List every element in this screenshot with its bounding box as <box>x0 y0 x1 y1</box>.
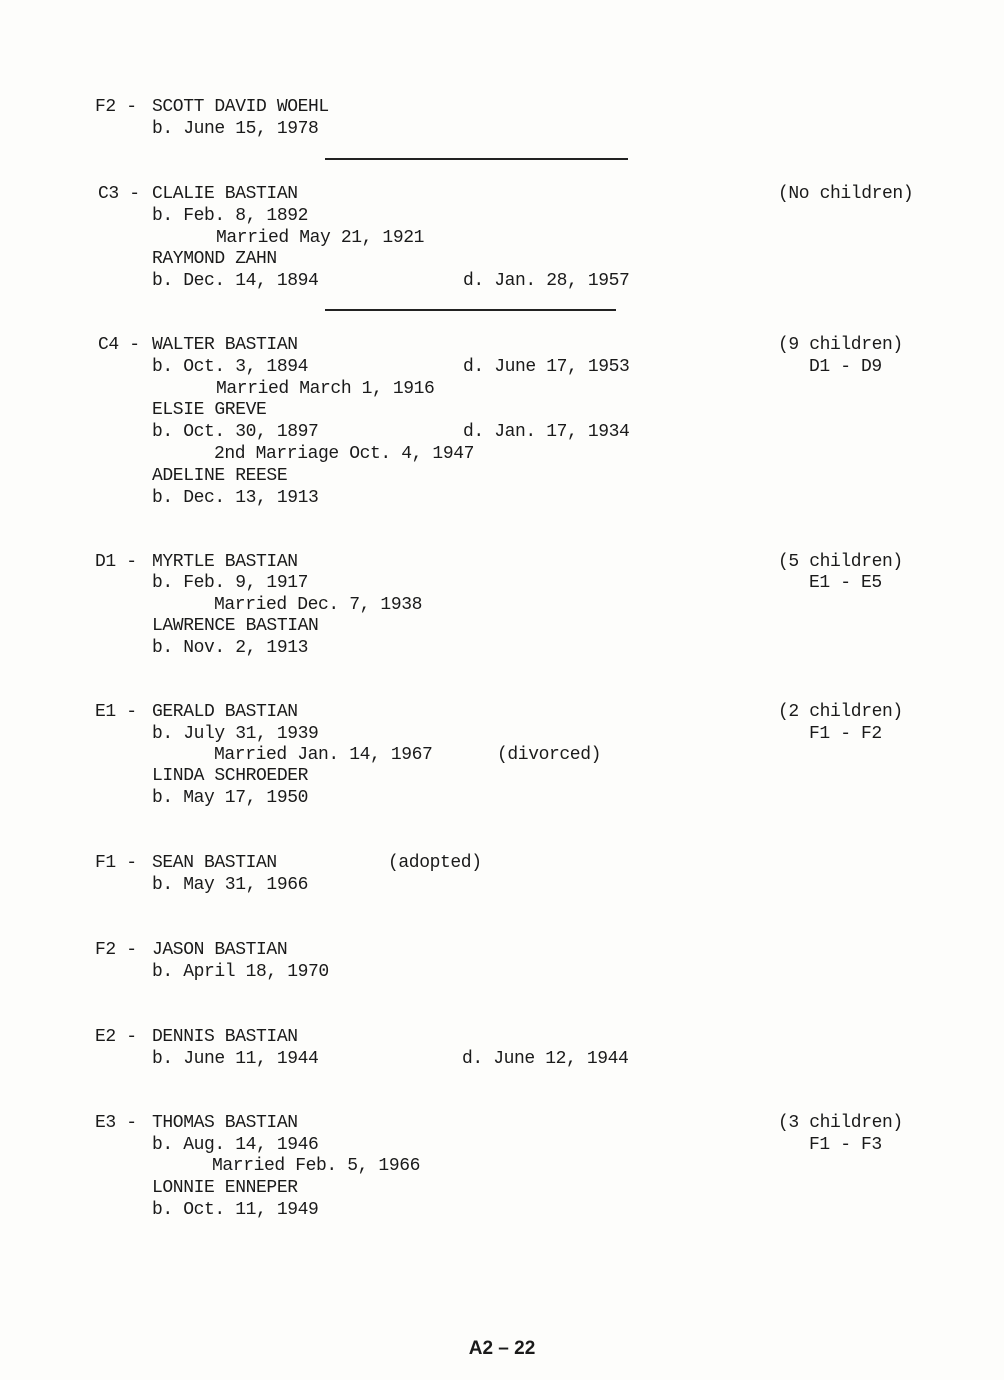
second-spouse-birth: b. Dec. 13, 1913 <box>152 488 319 508</box>
spouse-birth: b. Dec. 14, 1894 <box>152 271 319 291</box>
entry-birth: b. June 15, 1978 <box>152 119 319 139</box>
entry-birth: b. Oct. 3, 1894 <box>152 357 309 377</box>
entry-death: d. June 17, 1953 <box>463 357 630 377</box>
marriage-date: Married Dec. 7, 1938 <box>214 595 423 615</box>
children-count: (2 children) <box>778 702 903 722</box>
entry-name: DENNIS BASTIAN <box>152 1027 298 1047</box>
spouse-name: ELSIE GREVE <box>152 400 267 420</box>
marital-note: (divorced) <box>497 745 602 765</box>
entry-name: SEAN BASTIAN <box>152 853 277 873</box>
children-count: (3 children) <box>778 1113 903 1133</box>
section-divider <box>325 309 616 311</box>
entry-birth: b. June 11, 1944 <box>152 1049 319 1069</box>
section-divider <box>325 158 628 160</box>
spouse-birth: b. Nov. 2, 1913 <box>152 638 309 658</box>
entry-name: MYRTLE BASTIAN <box>152 552 298 572</box>
entry-name: WALTER BASTIAN <box>152 335 298 355</box>
entry-name: THOMAS BASTIAN <box>152 1113 298 1133</box>
spouse-death: d. Jan. 17, 1934 <box>463 422 630 442</box>
entry-birth: b. Feb. 8, 1892 <box>152 206 309 226</box>
marriage-date: Married Jan. 14, 1967 <box>214 745 433 765</box>
children-range: E1 - E5 <box>809 573 882 593</box>
entry-birth: b. July 31, 1939 <box>152 724 319 744</box>
children-count: (5 children) <box>778 552 903 572</box>
entry-birth: b. Feb. 9, 1917 <box>152 573 309 593</box>
entry-death: d. June 12, 1944 <box>462 1049 629 1069</box>
marriage-date: Married May 21, 1921 <box>216 228 425 248</box>
children-range: F1 - F3 <box>809 1135 882 1155</box>
spouse-name: LAWRENCE BASTIAN <box>152 616 319 636</box>
entry-code: E2 - <box>95 1027 137 1047</box>
entry-code: E3 - <box>95 1113 137 1133</box>
entry-name: CLALIE BASTIAN <box>152 184 298 204</box>
spouse-birth: b. Oct. 11, 1949 <box>152 1200 319 1220</box>
entry-code: F2 - <box>95 97 137 117</box>
entry-code: C3 - <box>98 184 140 204</box>
second-marriage-date: 2nd Marriage Oct. 4, 1947 <box>214 444 475 464</box>
entry-name: JASON BASTIAN <box>152 940 288 960</box>
page-number: A2 – 22 <box>468 1338 536 1359</box>
spouse-birth: b. May 17, 1950 <box>152 788 309 808</box>
entry-name: SCOTT DAVID WOEHL <box>152 97 329 117</box>
entry-birth: b. Aug. 14, 1946 <box>152 1135 319 1155</box>
spouse-name: LINDA SCHROEDER <box>152 766 309 786</box>
entry-code: E1 - <box>95 702 137 722</box>
entry-name: GERALD BASTIAN <box>152 702 298 722</box>
entry-code: C4 - <box>98 335 140 355</box>
spouse-birth: b. Oct. 30, 1897 <box>152 422 319 442</box>
spouse-name: RAYMOND ZAHN <box>152 249 277 269</box>
children-range: D1 - D9 <box>809 357 882 377</box>
entry-birth: b. April 18, 1970 <box>152 962 329 982</box>
second-spouse-name: ADELINE REESE <box>152 466 288 486</box>
children-range: F1 - F2 <box>809 724 882 744</box>
spouse-death: d. Jan. 28, 1957 <box>463 271 630 291</box>
entry-code: F2 - <box>95 940 137 960</box>
spouse-name: LONNIE ENNEPER <box>152 1178 298 1198</box>
adoption-note: (adopted) <box>388 853 482 873</box>
marriage-date: Married March 1, 1916 <box>216 379 435 399</box>
entry-code: D1 - <box>95 552 137 572</box>
marriage-date: Married Feb. 5, 1966 <box>212 1156 421 1176</box>
entry-birth: b. May 31, 1966 <box>152 875 309 895</box>
children-count: (No children) <box>778 184 914 204</box>
children-count: (9 children) <box>778 335 903 355</box>
entry-code: F1 - <box>95 853 137 873</box>
